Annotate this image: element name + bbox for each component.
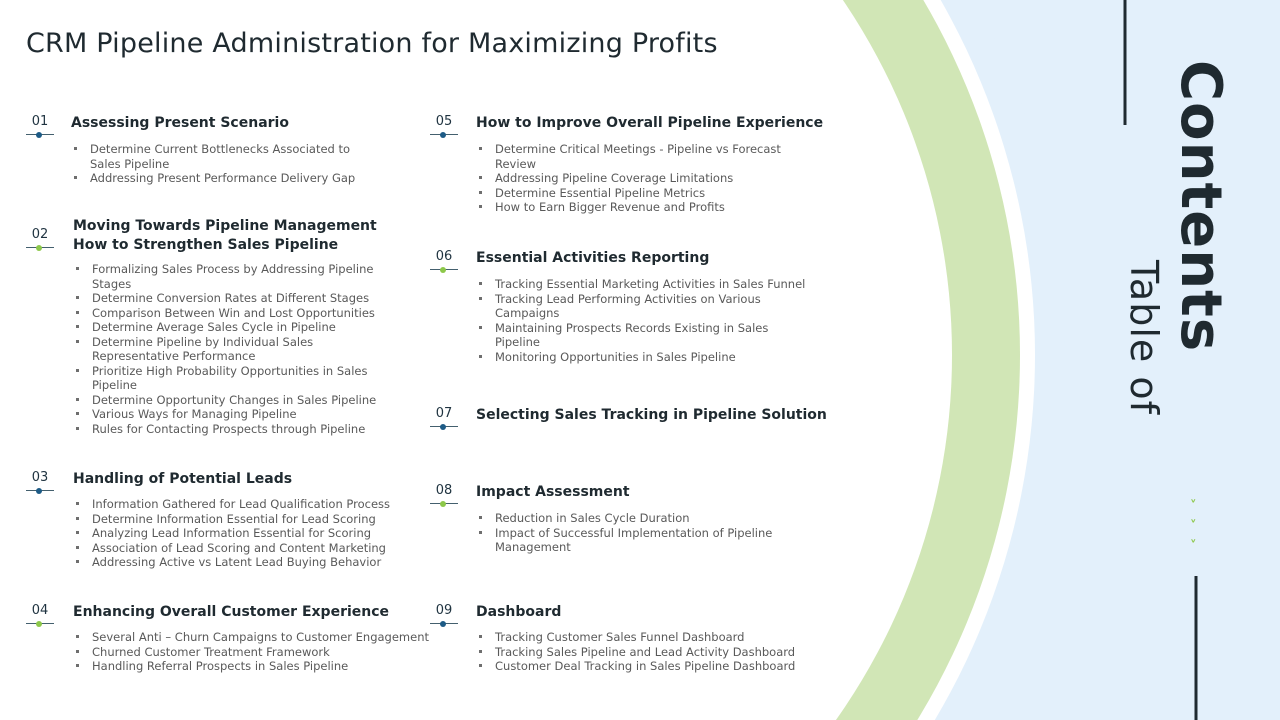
list-item: Monitoring Opportunities in Sales Pipeline — [477, 350, 807, 365]
marker-dot — [440, 621, 446, 627]
list-item: Determine Information Essential for Lead Scoring — [74, 512, 404, 527]
list-item: Tracking Sales Pipeline and Lead Activity Dashboard — [477, 645, 807, 660]
section-marker — [430, 134, 458, 135]
section-marker — [430, 623, 458, 624]
marker-dot — [440, 267, 446, 273]
list-item: Information Gathered for Lead Qualification Process — [74, 497, 404, 512]
section-heading-line: Moving Towards Pipeline Management — [73, 218, 377, 234]
section-marker — [430, 426, 458, 427]
side-title-contents: Contents — [1168, 60, 1233, 353]
section-number: 01 — [31, 114, 49, 129]
section-marker — [26, 490, 54, 491]
list-item: Reduction in Sales Cycle Duration — [477, 511, 777, 526]
section-number: 02 — [31, 227, 49, 242]
list-item: Determine Opportunity Changes in Sales Pipeline — [74, 393, 384, 408]
section-number: 05 — [435, 114, 453, 129]
list-item: Addressing Present Performance Delivery Gap — [72, 171, 372, 186]
section-items — [72, 142, 372, 186]
section-heading: Enhancing Overall Customer Experience — [73, 604, 390, 620]
section-heading: Impact Assessment — [476, 484, 630, 500]
list-item: Several Anti – Churn Campaigns to Customer Engagement — [74, 630, 434, 645]
section-items — [477, 142, 817, 215]
list-item: Determine Average Sales Cycle in Pipeline — [74, 320, 384, 335]
section-items — [74, 262, 384, 436]
section-number: 09 — [435, 603, 453, 618]
page-title: CRM Pipeline Administration for Maximizing Profits — [26, 28, 718, 59]
marker-dot — [36, 245, 42, 251]
section-items — [74, 630, 434, 674]
marker-dot — [36, 132, 42, 138]
list-item: Analyzing Lead Information Essential for Scoring — [74, 526, 404, 541]
list-item: Rules for Contacting Prospects through Pipeline — [74, 422, 384, 437]
section-heading — [73, 217, 377, 255]
section-heading: Selecting Sales Tracking in Pipeline Solution — [476, 407, 827, 423]
section-number: 04 — [31, 603, 49, 618]
section-number: 08 — [435, 483, 453, 498]
marker-dot — [440, 132, 446, 138]
list-item: Determine Critical Meetings - Pipeline vs Forecast Review — [477, 142, 817, 171]
list-item: Tracking Customer Sales Funnel Dashboard — [477, 630, 807, 645]
section-heading: Dashboard — [476, 604, 562, 620]
marker-dot — [36, 488, 42, 494]
list-item: Comparison Between Win and Lost Opportunities — [74, 306, 384, 321]
chevron-down-icon: ˅ — [1190, 499, 1197, 514]
list-item: Customer Deal Tracking in Sales Pipeline Dashboard — [477, 659, 807, 674]
section-heading: How to Improve Overall Pipeline Experience — [476, 115, 824, 131]
list-item: Determine Essential Pipeline Metrics — [477, 186, 817, 201]
side-title — [1118, 60, 1233, 530]
list-item: Various Ways for Managing Pipeline — [74, 407, 384, 422]
section-heading: Assessing Present Scenario — [71, 115, 289, 131]
list-item: Impact of Successful Implementation of Pipeline Management — [477, 526, 777, 555]
list-item: Handling Referral Prospects in Sales Pipeline — [74, 659, 434, 674]
section-marker — [26, 247, 54, 248]
marker-dot — [440, 424, 446, 430]
list-item: How to Earn Bigger Revenue and Profits — [477, 200, 817, 215]
list-item: Churned Customer Treatment Framework — [74, 645, 434, 660]
list-item: Tracking Essential Marketing Activities in Sales Funnel — [477, 277, 807, 292]
section-items — [74, 497, 404, 570]
list-item: Maintaining Prospects Records Existing in Sales Pipeline — [477, 321, 807, 350]
list-item: Addressing Active vs Latent Lead Buying Behavior — [74, 555, 404, 570]
chevron-down-icon: ˅ — [1190, 539, 1197, 554]
list-item: Determine Conversion Rates at Different Stages — [74, 291, 384, 306]
section-marker — [26, 623, 54, 624]
list-item: Prioritize High Probability Opportunities in Sales Pipeline — [74, 364, 384, 393]
section-items — [477, 511, 777, 555]
section-marker — [26, 134, 54, 135]
list-item: Association of Lead Scoring and Content Marketing — [74, 541, 404, 556]
section-marker — [430, 269, 458, 270]
section-heading: Handling of Potential Leads — [73, 471, 293, 487]
section-heading-line: How to Strengthen Sales Pipeline — [73, 237, 339, 253]
section-number: 06 — [435, 249, 453, 264]
marker-dot — [36, 621, 42, 627]
list-item: Determine Current Bottlenecks Associated to Sales Pipeline — [72, 142, 372, 171]
side-title-table-of: Table of — [1122, 260, 1166, 415]
list-item: Addressing Pipeline Coverage Limitations — [477, 171, 817, 186]
marker-dot — [440, 501, 446, 507]
chevron-down-icon: ˅ — [1190, 519, 1197, 534]
section-number: 07 — [435, 406, 453, 421]
section-heading: Essential Activities Reporting — [476, 250, 710, 266]
list-item: Determine Pipeline by Individual Sales Representative Performance — [74, 335, 384, 364]
list-item: Formalizing Sales Process by Addressing Pipeline Stages — [74, 262, 384, 291]
section-marker — [430, 503, 458, 504]
section-number: 03 — [31, 470, 49, 485]
section-items — [477, 277, 807, 364]
list-item: Tracking Lead Performing Activities on Various Campaigns — [477, 292, 807, 321]
section-items — [477, 630, 807, 674]
